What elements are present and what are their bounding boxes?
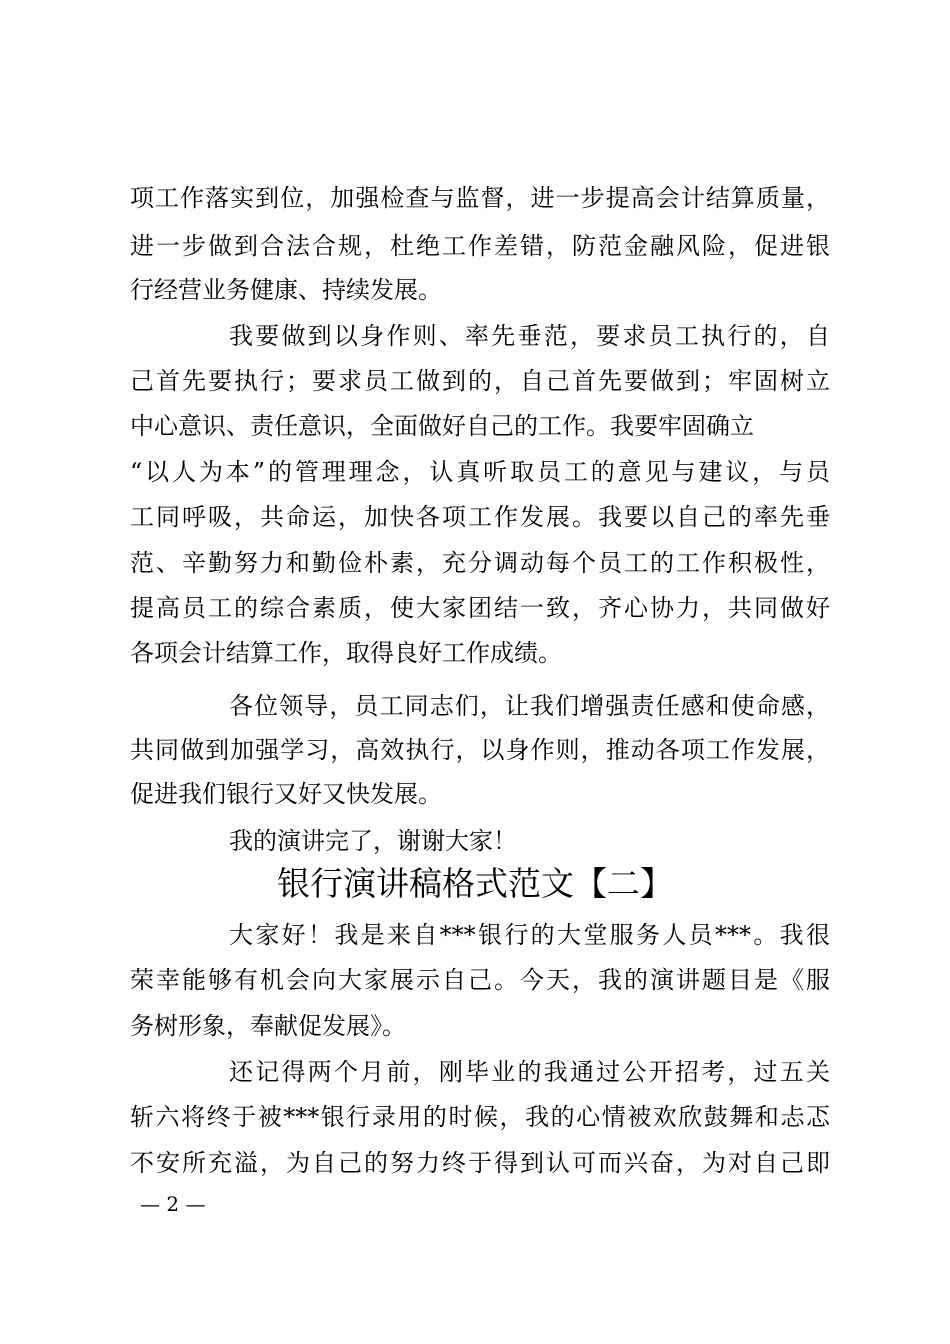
text-line: 提高员工的综合素质，使大家团结一致，齐心协力，共同做好 (130, 594, 830, 622)
text-line: 各项会计结算工作，取得良好工作成绩。 (130, 639, 562, 667)
text-line: 行经营业务健康、持续发展。 (130, 276, 442, 304)
text-line: 大家好！我是来自***银行的大堂服务人员***。我很 (229, 921, 830, 949)
text-line: 己首先要执行；要求员工做到的，自己首先要做到；牢固树立 (130, 367, 830, 395)
text-line: 我的演讲完了，谢谢大家！ (229, 827, 517, 855)
text-line: 斩六将终于被***银行录用的时候，我的心情被欢欣鼓舞和忐忑 (130, 1103, 830, 1131)
text-line: 不安所充溢，为自己的努力终于得到认可而兴奋，为对自己即 (130, 1149, 830, 1177)
text-line: 各位领导，员工同志们，让我们增强责任感和使命感， (229, 692, 830, 720)
text-line: 工同呼吸，共命运，加快各项工作发展。我要以自己的率先垂 (130, 503, 830, 531)
text-line: “以人为本”的管理理念，认真听取员工的意见与建议，与员 (130, 458, 830, 486)
text-line: 促进我们银行又好又快发展。 (130, 780, 442, 808)
text-line: 荣幸能够有机会向大家展示自己。今天，我的演讲题目是《服 (130, 966, 830, 994)
page-number: — 2 — (140, 1192, 206, 1216)
text-line: 我要做到以身作则、率先垂范，要求员工执行的，自 (229, 322, 830, 350)
text-line: 范、辛勤努力和勤俭朴素，充分调动每个员工的工作积极性， (130, 549, 830, 577)
text-line: 务树形象，奉献促发展》。 (130, 1012, 406, 1040)
text-line: 还记得两个月前，刚毕业的我通过公开招考，过五关 (229, 1058, 830, 1086)
text-line: 中心意识、责任意识，全面做好自己的工作。我要牢固确立 (130, 412, 754, 440)
section-heading: 银行演讲稿格式范文【二】 (277, 864, 673, 903)
text-line: 共同做到加强学习，高效执行，以身作则，推动各项工作发展， (130, 736, 830, 764)
text-line: 进一步做到合法合规，杜绝工作差错，防范金融风险，促进银 (130, 232, 830, 260)
text-line: 项工作落实到位，加强检查与监督，进一步提高会计结算质量， (130, 184, 830, 212)
